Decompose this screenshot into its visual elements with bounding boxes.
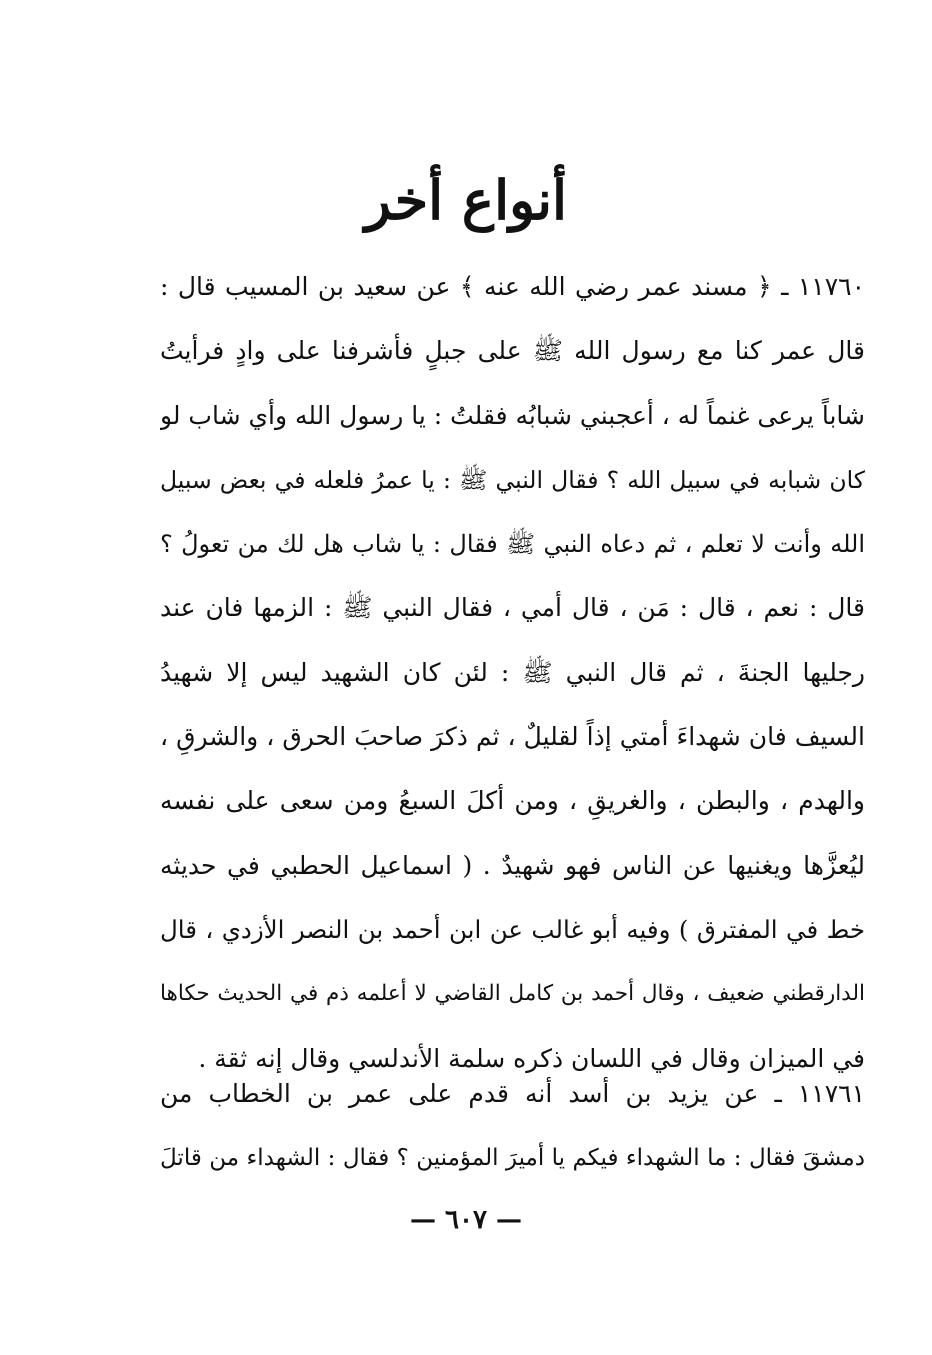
text-line: شاباً يرعى غنماً له ، أعجبني شبابُه فقلتُ : يا رسول الله وأي شاب لو [160,400,865,430]
text-line: خط في المفترق ) وفيه أبو غالب عن ابن أحمد بن النصر الأزدي ، قال [160,914,865,944]
text-line: ١١٧٦١ ـ عن يزيد بن أسد أنه قدم على عمر بن الخطاب من [160,1079,865,1108]
text-line: كان شبابه في سبيل الله ؟ فقال النبي ﷺ : يا عمرُ فلعله في بعض سبيل [160,465,865,494]
text-line: السيف فان شهداءَ أمتي إذاً لقليلٌ ، ثم ذكرَ صاحبَ الحرق ، والشرقِ ، [160,722,865,752]
text-line: دمشقَ فقال : ما الشهداء فيكم يا أميرَ المؤمنين ؟ فقال : الشهداء من قاتلَ [160,1145,865,1172]
hadith-entry-11761 [160,1062,865,1191]
page-title: أنواع أخر [364,168,568,232]
page-number: — ٦٠٧ — [409,1205,523,1235]
text-line: ليُعزَّها ويغنيها عن الناس فهو شهيدٌ . ( اسماعيل الحطبي في حديثه [160,850,865,880]
text-line: والهدم ، والبطن ، والغريقِ ، ومن أكلَ السبعُ ومن سعى على نفسه [160,786,865,816]
text-line: قال عمر كنا مع رسول الله ﷺ على جبلٍ فأشرفنا على وادٍ فرأيتُ [160,336,865,366]
text-line: الله وأنت لا تعلم ، ثم دعاه النبي ﷺ فقال : يا شاب هل لك من تعولُ ؟ [160,530,865,559]
text-line: قال : نعم ، قال : مَن ، قال أمي ، فقال النبي ﷺ : الزمها فان عند [160,593,865,623]
text-line: الدارقطني ضعيف ، وقال أحمد بن كامل القاضي لا أعلمه ذم في الحديث حكاها [160,981,865,1007]
text-line: ١١٧٦٠ ـ ﴿ مسند عمر رضي الله عنه ﴾ عن سعيد بن المسيب قال : [160,272,865,301]
hadith-entry-11760 [160,255,865,1091]
text-line: رجليها الجنةَ ، ثم قال النبي ﷺ : لئن كان الشهيد ليس إلا شهيدُ [160,657,865,687]
text-line: في الميزان وقال في اللسان ذكره سلمة الأندلسي وقال إنه ثقة . [198,1043,865,1073]
